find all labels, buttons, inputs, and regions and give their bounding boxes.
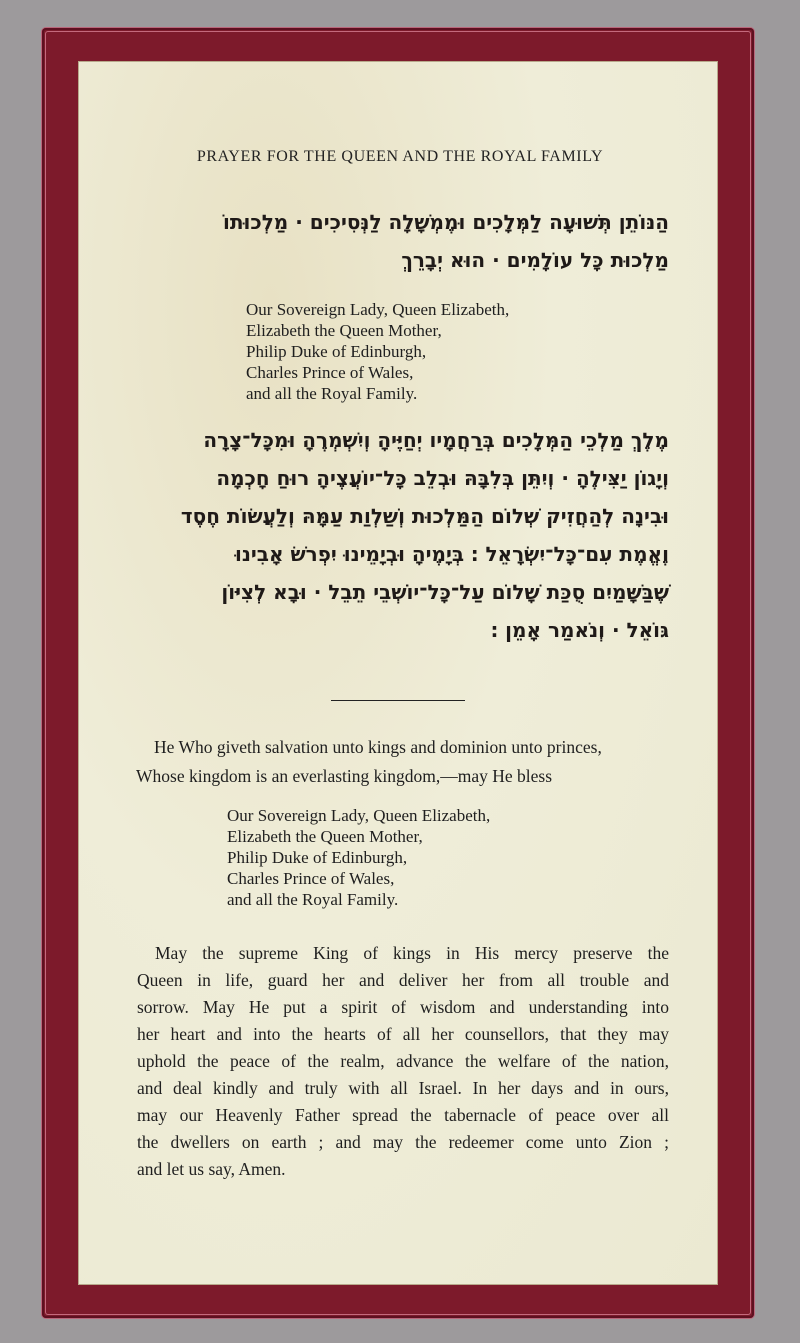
section-divider [331, 700, 465, 701]
english-intro-line: He Who giveth salvation unto kings and dominion unto princes, [154, 737, 602, 757]
english-body-line: May the supreme King of kings in His mercy preserve the [155, 943, 669, 963]
hebrew-line: מַלְכוּת כָּל עוֹלָמִים · הוּא יְבָרֵךְ [401, 248, 669, 272]
royal-name-line: Charles Prince of Wales, [246, 363, 414, 382]
royal-name-line: Philip Duke of Edinburgh, [227, 848, 408, 867]
hebrew-line: וֶאֱמֶת עִם־כָּל־יִשְׂרָאֵל ׃ בְּיָמֶיהָ וּבְיָמֵינוּ יִפְרֹשׂ אָבִינוּ [234, 542, 669, 566]
royal-names-block [246, 299, 509, 404]
royal-names-block-english [227, 805, 490, 910]
royal-name-line: Elizabeth the Queen Mother, [227, 827, 423, 846]
english-body-line: uphold the peace of the realm, advance the welfare of the nation, [137, 1051, 669, 1071]
english-body-line: her heart and into the hearts of all her counsellors, that they may [137, 1024, 669, 1044]
english-prayer-body [137, 940, 669, 1183]
hebrew-line: מֶלֶךְ מַלְכֵי הַמְּלָכִים בְּרַחֲמָיו יְחַיֶּיהָ וְיִשְׁמְרֶהָ וּמִכָּל־צָרָה [203, 428, 669, 452]
hebrew-line: וּבִינָה לְהַחֲזִיק שְׁלוֹם הַמַּלְכוּת וְשַׁלְוַת עַמָּהּ וְלַעֲשׂוֹת חֶסֶד [180, 504, 669, 528]
royal-name-line: and all the Royal Family. [227, 890, 399, 909]
hebrew-line: וְיָגוֹן יַצִּילֶהָ · וְיִתֵּן בְּלִבָּהּ וּבְלֵב כָּל־יוֹעֲצֶיהָ רוּחַ חָכְמָה [216, 466, 669, 490]
english-body-line: the dwellers on earth ; and may the redeemer come unto Zion ; [137, 1132, 669, 1152]
english-body-line: and let us say, Amen. [137, 1159, 286, 1179]
royal-name-line: Philip Duke of Edinburgh, [246, 342, 427, 361]
royal-name-line: Our Sovereign Lady, Queen Elizabeth, [246, 300, 510, 319]
prayer-title: PRAYER FOR THE QUEEN AND THE ROYAL FAMILY [196, 148, 604, 165]
hebrew-line: גּוֹאֵל · וְנֹאמַר אָמֵן ׃ [490, 618, 669, 642]
english-body-line: and deal kindly and truly with all Israel. In her days and in ours, [137, 1078, 669, 1098]
royal-name-line: and all the Royal Family. [246, 384, 418, 403]
english-body-line: Queen in life, guard her and deliver her from all trouble and [137, 970, 669, 990]
hebrew-line: הַנּוֹתֵן תְּשׁוּעָה לַמְּלָכִים וּמֶמְשָׁלָה לַנְּסִיכִים · מַלְכוּתוֹ [222, 210, 669, 234]
hebrew-body [124, 421, 669, 649]
english-intro [136, 733, 671, 791]
hebrew-line: שֶׁבַּשָּׁמַיִם סֻכַּת שָׁלוֹם עַל־כָּל־יוֹשְׁבֵי תֵבֵל · וּבָא לְצִיּוֹן [221, 580, 669, 604]
english-body-line: may our Heavenly Father spread the tabernacle of peace over all [137, 1105, 669, 1125]
royal-name-line: Elizabeth the Queen Mother, [246, 321, 442, 340]
royal-name-line: Charles Prince of Wales, [227, 869, 395, 888]
hebrew-opening [124, 203, 669, 279]
english-intro-line: Whose kingdom is an everlasting kingdom,—may He bless [136, 766, 553, 786]
english-body-line: sorrow. May He put a spirit of wisdom and understanding into [137, 997, 669, 1017]
royal-name-line: Our Sovereign Lady, Queen Elizabeth, [227, 806, 491, 825]
